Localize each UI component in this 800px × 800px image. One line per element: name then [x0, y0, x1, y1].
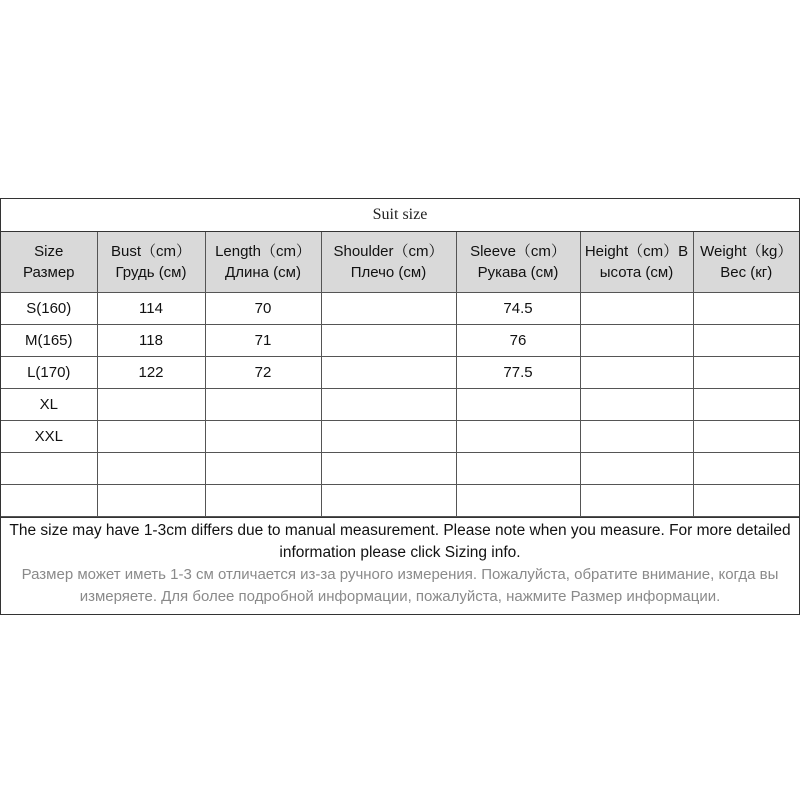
cell-sleeve [456, 389, 580, 421]
cell-length [205, 389, 321, 421]
cell-weight [693, 325, 799, 357]
cell-height [580, 421, 693, 453]
header-row [1, 232, 799, 293]
header-length: Length（cm） Длина (см) [205, 232, 321, 293]
cell-weight [693, 293, 799, 325]
cell-size: M(165) [1, 325, 97, 357]
cell-bust: 114 [97, 293, 205, 325]
cell-size [1, 485, 97, 517]
cell-sleeve [456, 453, 580, 485]
cell-height [580, 453, 693, 485]
cell-shoulder [321, 389, 456, 421]
cell-sleeve: 76 [456, 325, 580, 357]
note-english: The size may have 1-3cm differs due to manual measurement. Please note when you measure. For more detailed information please click Sizing info. [9, 522, 791, 561]
table-row [1, 453, 799, 485]
cell-length [205, 485, 321, 517]
cell-height [580, 357, 693, 389]
size-chart [0, 198, 800, 615]
cell-height [580, 389, 693, 421]
cell-size [1, 453, 97, 485]
cell-length [205, 453, 321, 485]
cell-length: 71 [205, 325, 321, 357]
cell-size: XL [1, 389, 97, 421]
cell-bust [97, 453, 205, 485]
cell-size: L(170) [1, 357, 97, 389]
cell-sleeve: 74.5 [456, 293, 580, 325]
cell-sleeve [456, 421, 580, 453]
header-size: Size Размер [1, 232, 97, 293]
cell-height [580, 485, 693, 517]
cell-size: S(160) [1, 293, 97, 325]
cell-weight [693, 421, 799, 453]
cell-size: XXL [1, 421, 97, 453]
table-row [1, 485, 799, 517]
cell-shoulder [321, 485, 456, 517]
header-weight: Weight（kg） Вес (кг) [693, 232, 799, 293]
cell-shoulder [321, 421, 456, 453]
cell-height [580, 293, 693, 325]
cell-shoulder [321, 293, 456, 325]
cell-bust [97, 389, 205, 421]
header-shoulder: Shoulder（cm） Плечо (см) [321, 232, 456, 293]
cell-weight [693, 453, 799, 485]
cell-shoulder [321, 453, 456, 485]
header-sleeve: Sleeve（cm） Рукава (см) [456, 232, 580, 293]
cell-sleeve [456, 485, 580, 517]
cell-bust: 118 [97, 325, 205, 357]
cell-bust: 122 [97, 357, 205, 389]
measurement-note [1, 517, 799, 614]
cell-weight [693, 485, 799, 517]
cell-weight [693, 389, 799, 421]
cell-shoulder [321, 357, 456, 389]
cell-height [580, 325, 693, 357]
header-height: Height（cm）В ысота (см) [580, 232, 693, 293]
cell-length: 70 [205, 293, 321, 325]
size-table [1, 232, 799, 517]
table-row [1, 325, 799, 357]
cell-length [205, 421, 321, 453]
cell-shoulder [321, 325, 456, 357]
note-russian: Размер может иметь 1-3 см отличается из-за ручного измерения. Пожалуйста, обратите внимание, когда вы измеряете. Для более подробной информации, пожалуйста, нажмите Размер информации. [21, 566, 779, 605]
table-row [1, 421, 799, 453]
cell-bust [97, 421, 205, 453]
cell-weight [693, 357, 799, 389]
table-row [1, 293, 799, 325]
cell-length: 72 [205, 357, 321, 389]
cell-bust [97, 485, 205, 517]
cell-sleeve: 77.5 [456, 357, 580, 389]
table-row [1, 357, 799, 389]
header-bust: Bust（cm） Грудь (см) [97, 232, 205, 293]
table-row [1, 389, 799, 421]
chart-title: Suit size [1, 199, 799, 232]
